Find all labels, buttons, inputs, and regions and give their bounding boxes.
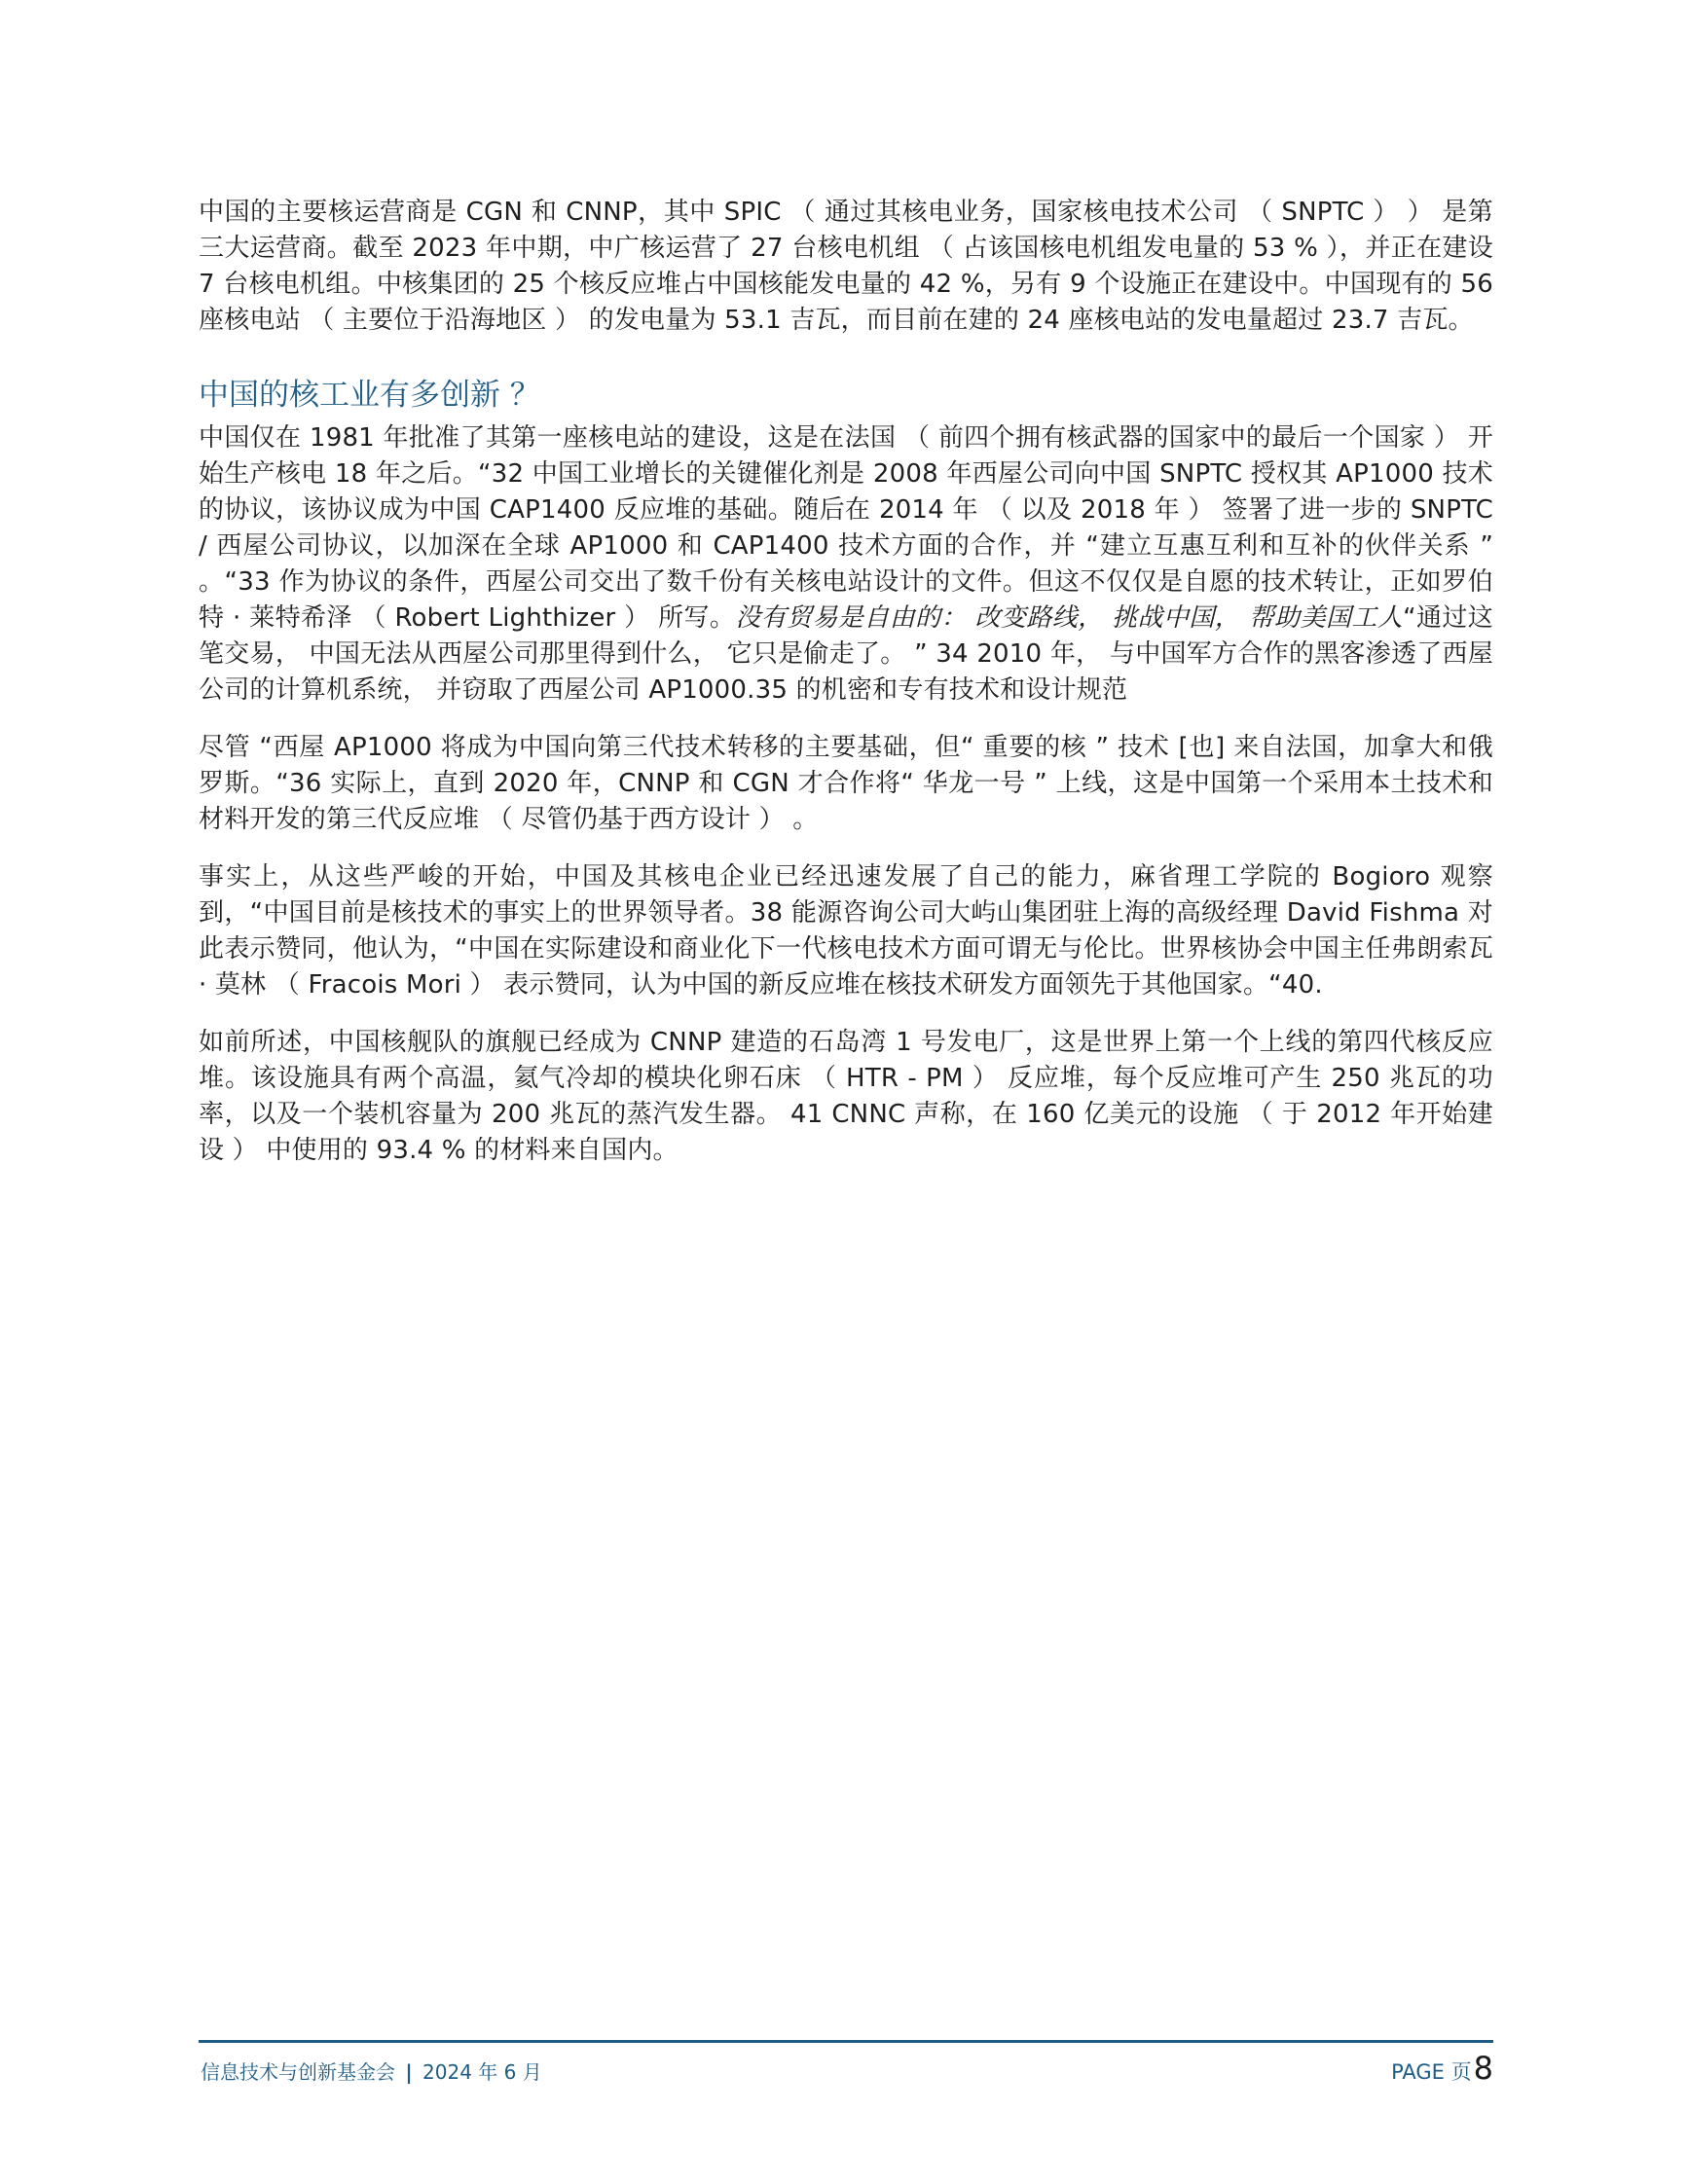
footer-org: 信息技术与创新基金会 [201, 2060, 395, 2084]
footer-separator: | [405, 2060, 413, 2084]
footer-source [201, 2057, 542, 2085]
footer-date: 2024 年 6 月 [422, 2060, 542, 2084]
paragraph-history-text-2: “通过这笔交易， 中国无法从西屋公司那里得到什么， 它只是偷走了。 ” 34 2010 年， 与中国军方合作的黑客渗透了西屋公司的计算机系统， 并窃取了西屋公司 AP1000.35 的机密和专有技术和设计规范 [199, 603, 1493, 705]
document-body [199, 195, 1493, 1190]
book-title: 没有贸易是自由的： 改变路线， 挑战中国， 帮助美国工人 [735, 603, 1404, 633]
paragraph-operators: 中国的主要核运营商是 CGN 和 CNNP，其中 SPIC （ 通过其核电业务，国家核电技术公司 （ SNPTC ） ） 是第三大运营商。截至 2023 年中期，中广核运营了 27 台核电机组 （ 占该国核电机组发电量的 53 % ），并正在建设 7 台核电机组。中核集团的 25 个核反应堆占中国核能发电量的 42 %，另有 9 个设施正在建设中。中国现有的 56 座核电站 （ 主要位于沿海地区 ） 的发电量为 53.1 吉瓦，而目前在建的 24 座核电站的发电量超过 23.7 吉瓦。 [199, 198, 1493, 335]
section-heading: 中国的核工业有多创新 ？ [199, 378, 540, 413]
paragraph-world-leader: 事实上，从这些严峻的开始，中国及其核电企业已经迅速发展了自己的能力，麻省理工学院的 Bogioro 观察到，“中国目前是核技术的事实上的世界领导者。38 能源咨询公司大屿山集团驻上海的高级经理 David Fishma 对此表示赞同，他认为，“中国在实际建设和商业化下一代核电技术方面可谓无与伦比。世界核协会中国主任弗朗索瓦 · 莫林 （ Fracois Mori ） 表示赞同，认为中国的新反应堆在核技术研发方面领先于其他国家。“40. [199, 862, 1493, 1000]
paragraph-history-text-1: 中国仅在 1981 年批准了其第一座核电站的建设，这是在法国 （ 前四个拥有核武器的国家中的最后一个国家 ） 开始生产核电 18 年之后。“32 中国工业增长的关键催化剂是 2008 年西屋公司向中国 SNPTC 授权其 AP1000 技术的协议，该协议成为中国 CAP1400 反应堆的基础。随后在 2014 年 （ 以及 2018 年 ） 签署了进一步的 SNPTC / 西屋公司协议，以加深在全球 AP1000 和 CAP1400 技术方面的合作，并 “建立互惠互利和互补的伙伴关系 ” 。“33 作为协议的条件，西屋公司交出了数千份有关核电站设计的文件。但这不仅仅是自愿的技术转让，正如罗伯特 · 莱特希泽 （ Robert Lighthizer ） 所写。 [199, 423, 1493, 633]
footer-divider [199, 2040, 1493, 2043]
paragraph-shidaowan: 如前所述，中国核舰队的旗舰已经成为 CNNP 建造的石岛湾 1 号发电厂，这是世界上第一个上线的第四代核反应堆。该设施具有两个高温，氦气冷却的模块化卵石床 （ HTR - PM ） 反应堆，每个反应堆可产生 250 兆瓦的功率，以及一个装机容量为 200 兆瓦的蒸汽发生器。 41 CNNC 声称，在 160 亿美元的设施 （ 于 2012 年开始建设 ） 中使用的 93.4 % 的材料来自国内。 [199, 1028, 1493, 1165]
page-label: PAGE 页 [1391, 2060, 1472, 2084]
page-indicator [1391, 2050, 1493, 2087]
paragraph-history [199, 420, 1493, 709]
page-number: 8 [1473, 2050, 1493, 2087]
paragraph-technology-sources: 尽管 “西屋 AP1000 将成为中国向第三代技术转移的主要基础，但“ 重要的核 ” 技术 [也] 来自法国，加拿大和俄罗斯。“36 实际上，直到 2020 年，CNNP 和 CGN 才合作将“ 华龙一号 ” 上线，这是中国第一个采用本土技术和材料开发的第三代反应堆 （ 尽管仍基于西方设计 ） 。 [199, 733, 1493, 834]
